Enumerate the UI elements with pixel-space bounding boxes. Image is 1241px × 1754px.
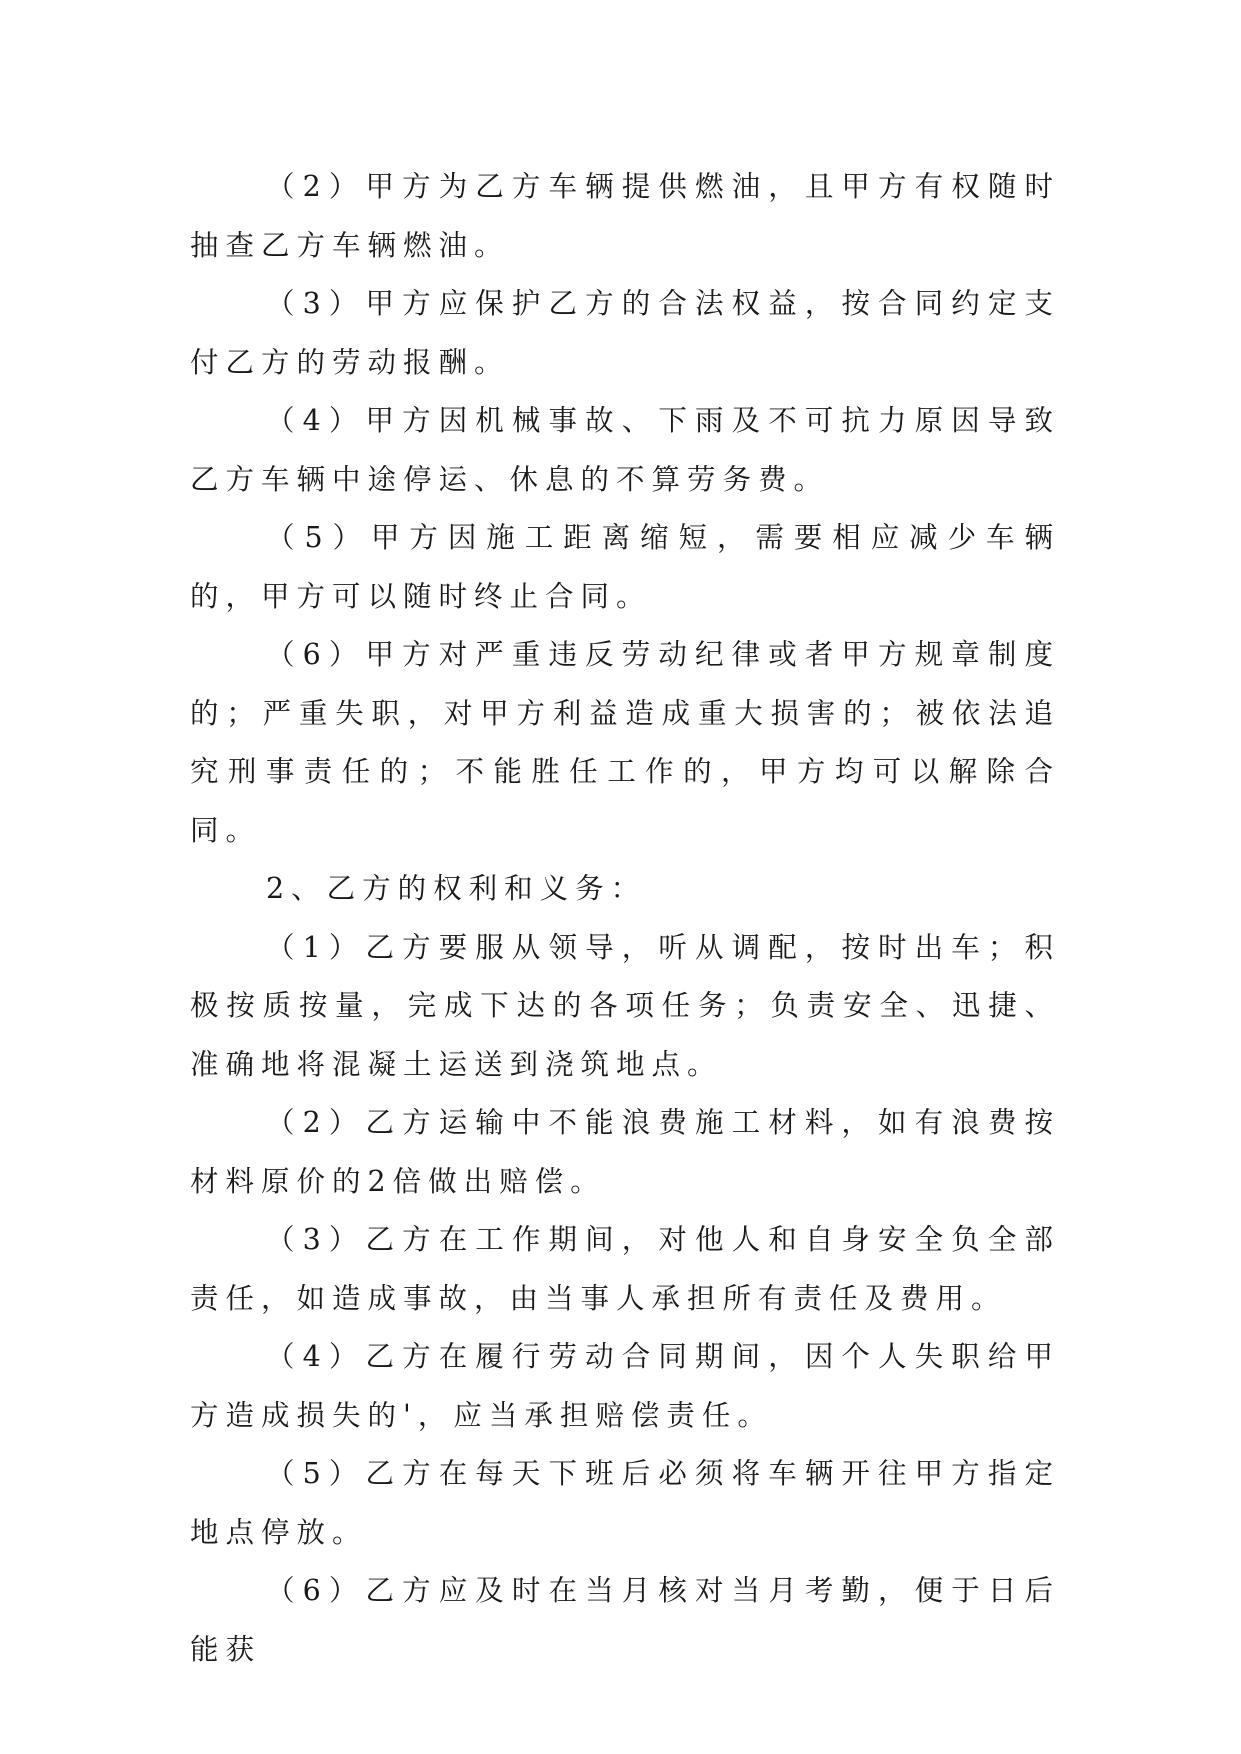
document-body xyxy=(190,158,1060,1679)
paragraph-party-a-6: （6）甲方对严重违反劳动纪律或者甲方规章制度的；严重失职，对甲方利益造成重大损害的；被依法追究刑事责任的；不能胜任工作的，甲方均可以解除合同。 xyxy=(190,638,1060,847)
paragraph-party-b-4: （4）乙方在履行劳动合同期间，因个人失职给甲方造成损失的'，应当承担赔偿责任。 xyxy=(190,1340,1060,1432)
paragraph-party-b-5: （5）乙方在每天下班后必须将车辆开往甲方指定地点停放。 xyxy=(190,1457,1060,1549)
paragraph-party-a-5: （5）甲方因施工距离缩短，需要相应减少车辆的，甲方可以随时终止合同。 xyxy=(190,521,1060,613)
paragraph-party-a-3: （3）甲方应保护乙方的合法权益，按合同约定支付乙方的劳动报酬。 xyxy=(190,287,1060,379)
paragraph-party-b-1: （1）乙方要服从领导，听从调配，按时出车；积极按质按量，完成下达的各项任务；负责安全、迅捷、准确地将混凝土运送到浇筑地点。 xyxy=(190,930,1060,1081)
paragraph-party-a-4: （4）甲方因机械事故、下雨及不可抗力原因导致乙方车辆中途停运、休息的不算劳务费。 xyxy=(190,404,1060,496)
paragraph-party-a-2: （2）甲方为乙方车辆提供燃油，且甲方有权随时抽查乙方车辆燃油。 xyxy=(190,170,1060,262)
section-heading-party-b: 2、乙方的权利和义务： xyxy=(266,872,647,905)
paragraph-party-b-2: （2）乙方运输中不能浪费施工材料，如有浪费按材料原价的2倍做出赔偿。 xyxy=(190,1106,1060,1198)
paragraph-party-b-6: （6）乙方应及时在当月核对当月考勤，便于日后能获 xyxy=(190,1574,1060,1666)
paragraph-party-b-3: （3）乙方在工作期间，对他人和自身安全负全部责任，如造成事故，由当事人承担所有责任及费用。 xyxy=(190,1223,1060,1315)
